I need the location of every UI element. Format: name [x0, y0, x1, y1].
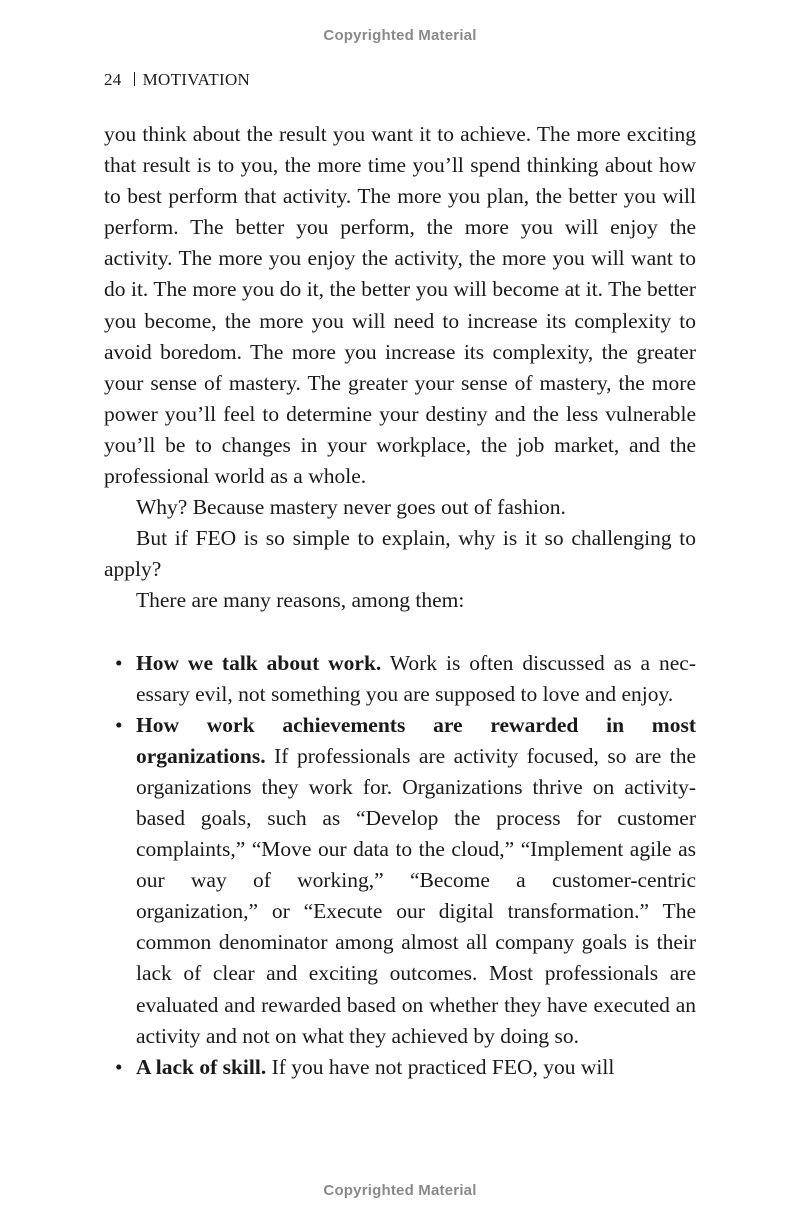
list-item-text: If professionals are activity focused, so are the organizations they work for. Organizations thrive on activity-based goals, such as “Develop the process for customer complaints,” “Move our data to the cloud,” “Implement agile as our way of working,” “Become a customer-centric organization,” or “Execute our digital transformation.” The common denominator among almost all company goals is their lack of clear and exciting outcomes. Most professionals are evaluated and rewarded based on whether they have executed an activity and not on what they achieved by doing so.: [136, 743, 696, 1048]
list-item: [104, 710, 696, 1052]
body-text: [104, 119, 696, 1083]
list-item-title: A lack of skill.: [136, 1054, 267, 1079]
page-number: 24: [104, 70, 122, 89]
list-item: [104, 1052, 696, 1083]
bullet-marker: •: [115, 1054, 123, 1079]
copyright-watermark-top: Copyrighted Material: [323, 27, 477, 44]
paragraph: There are many reasons, among them:: [136, 588, 465, 613]
paragraph: you think about the result you want it to achieve. The more exciting that result is to you, the more time you’ll spend thinking about how to best perform that activity. The more you plan, the better you will perform. The better you perform, the more you will enjoy the activity. The more you enjoy the activity, the more you will want to do it. The more you do it, the better you will become at it. The better you become, the more you will need to increase its complexity to avoid boredom. The more you increase its complexity, the greater your sense of mastery. The greater your sense of mastery, the more power you’ll feel to determine your destiny and the less vulnerable you’ll be to changes in your workplace, the job market, and the professional world as a whole.: [104, 122, 696, 489]
list-item-text: Work is often discussed as a necessary evil, not something you are supposed to love and enjoy.: [136, 650, 696, 706]
copyright-watermark-bottom: Copyrighted Material: [323, 1182, 477, 1199]
chapter-title: MOTIVATION: [142, 70, 251, 89]
bullet-marker: •: [115, 712, 123, 737]
list-item-title: How work achievements are rewarded in most organizations.: [136, 712, 696, 768]
list-item-title: How we talk about work.: [136, 650, 382, 675]
header-separator: [134, 72, 135, 86]
list-item-text: If you have not practiced FEO, you will: [271, 1054, 615, 1079]
paragraph: Why? Because mastery never goes out of fashion.: [136, 495, 566, 520]
list-item: [104, 648, 696, 710]
running-head: [104, 70, 250, 90]
paragraph: But if FEO is so simple to explain, why is it so challenging to apply?: [104, 526, 696, 582]
bullet-marker: •: [115, 650, 123, 675]
reasons-list: [104, 648, 696, 1083]
